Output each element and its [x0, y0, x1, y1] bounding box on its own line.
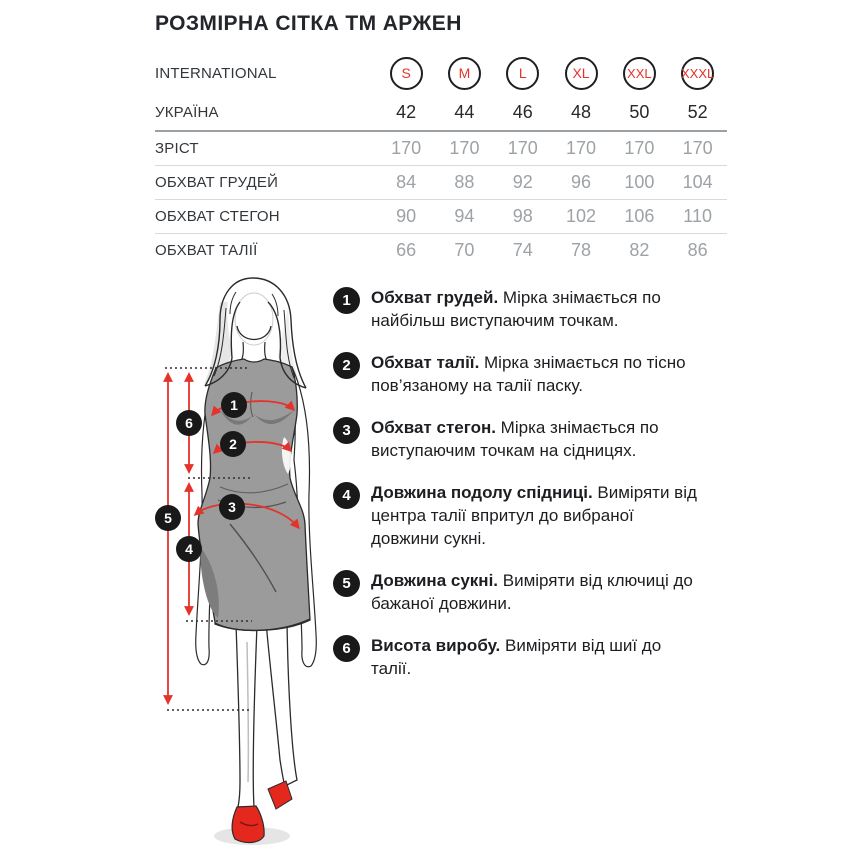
legend-term: Висота виробу. [371, 636, 501, 655]
measure-cell: 110 [683, 206, 712, 226]
measure-cell: 70 [454, 240, 475, 260]
mannequin-diagram-svg [140, 262, 360, 850]
row-label: ЗРІСТ [155, 140, 199, 157]
size-value-cell: 44 [454, 101, 475, 122]
figure-marker-1 [221, 392, 247, 418]
figure-marker-6 [176, 410, 202, 436]
measure-cell: 170 [449, 138, 480, 158]
svg-text:2: 2 [229, 436, 237, 452]
measure-cell: 82 [629, 240, 650, 260]
back-leg [266, 621, 297, 786]
row-international [155, 52, 727, 94]
measure-cell: 94 [454, 206, 475, 226]
legend-item-6 [333, 634, 701, 680]
row-label: ОБХВАТ ГРУДЕЙ [155, 174, 279, 191]
row-label: ОБХВАТ СТЕГОН [155, 208, 280, 225]
legend-badge: 4 [333, 482, 360, 509]
figure-marker-2 [220, 431, 246, 457]
size-label: XXL [627, 65, 652, 81]
legend-term: Обхват талії. [371, 353, 480, 372]
svg-text:1: 1 [230, 397, 238, 413]
legend-item-5 [333, 569, 701, 615]
measure-cell: 78 [571, 240, 592, 260]
measure-cell: 170 [682, 138, 713, 158]
legend-desc: Виміряти від ключиці до бажаної довжини. [371, 571, 693, 613]
size-badge-l [506, 57, 539, 90]
row-label: ОБХВАТ ТАЛІЇ [155, 242, 258, 259]
legend-badge: 2 [333, 352, 360, 379]
legend-desc: Мірка знімається по найбільш виступаючим точкам. [371, 288, 661, 330]
measure-cell: 170 [507, 138, 538, 158]
front-shoe [232, 806, 264, 843]
legend-term: Обхват грудей. [371, 288, 499, 307]
measure-cell: 74 [512, 240, 533, 260]
measure-cell: 88 [454, 172, 475, 192]
figure-illustration [140, 262, 360, 850]
size-table [155, 52, 727, 267]
measure-cell: 102 [566, 206, 597, 226]
size-value-cell: 42 [396, 101, 417, 122]
face [235, 293, 273, 345]
legend-badge: 5 [333, 570, 360, 597]
size-badge-m [448, 57, 481, 90]
legend-desc: Мірка знімається по виступаючим точкам на сідницях. [371, 418, 659, 460]
legend-term: Довжина сукні. [371, 571, 499, 590]
size-label: XL [572, 65, 590, 81]
measure-cell: 98 [512, 206, 533, 226]
measure-cell: 104 [682, 172, 713, 192]
size-label: S [401, 65, 411, 81]
row-label: УКРАЇНА [155, 103, 219, 121]
legend-badge: 3 [333, 417, 360, 444]
svg-text:6: 6 [185, 415, 193, 431]
measure-cell: 90 [396, 206, 417, 226]
row-ukraine [155, 94, 727, 130]
size-value-cell: 52 [687, 101, 708, 122]
legend-desc: Мірка знімається по тісно пов’язаному на талії паску. [371, 353, 686, 395]
figure-marker-4 [176, 536, 202, 562]
row-label: INTERNATIONAL [155, 64, 277, 82]
measure-cell: 170 [624, 138, 655, 158]
size-value-cell: 46 [512, 101, 533, 122]
row-hips [155, 199, 727, 233]
size-label: M [458, 65, 471, 81]
size-label: XXXL [681, 65, 715, 81]
legend-term: Обхват стегон. [371, 418, 496, 437]
measure-cell: 66 [396, 240, 417, 260]
legend-item-4 [333, 481, 701, 550]
svg-text:5: 5 [164, 510, 172, 526]
size-badge-s [390, 57, 423, 90]
svg-text:4: 4 [185, 541, 193, 557]
size-value-cell: 48 [571, 101, 592, 122]
size-badge-xxxl [681, 57, 714, 90]
legend-badge: 6 [333, 635, 360, 662]
legend-term: Довжина подолу спідниці. [371, 483, 593, 502]
legend-badge: 1 [333, 287, 360, 314]
legend-desc: Виміряти від шиї до талії. [371, 636, 662, 678]
measure-cell: 96 [571, 172, 592, 192]
back-shoe [268, 781, 292, 809]
measure-cell: 86 [687, 240, 708, 260]
measurement-legend [333, 286, 701, 699]
legend-item-1 [333, 286, 701, 332]
size-badge-xl [565, 57, 598, 90]
legend-item-3 [333, 416, 701, 462]
row-height [155, 130, 727, 165]
size-badge-xxl [623, 57, 656, 90]
measure-cell: 92 [512, 172, 533, 192]
row-chest [155, 165, 727, 199]
svg-text:3: 3 [228, 499, 236, 515]
figure-marker-5 [155, 505, 181, 531]
legend-item-2 [333, 351, 701, 397]
size-label: L [518, 65, 527, 81]
measure-cell: 170 [391, 138, 422, 158]
page-title: РОЗМІРНА СІТКА ТМ АРЖЕН [155, 12, 462, 35]
figure-marker-3 [219, 494, 245, 520]
legend-desc: Виміряти від центра талії впритул до вибраної довжини сукні. [371, 483, 697, 548]
measure-cell: 100 [624, 172, 655, 192]
size-value-cell: 50 [629, 101, 650, 122]
measure-cell: 84 [396, 172, 417, 192]
measure-cell: 106 [624, 206, 655, 226]
measure-cell: 170 [566, 138, 597, 158]
